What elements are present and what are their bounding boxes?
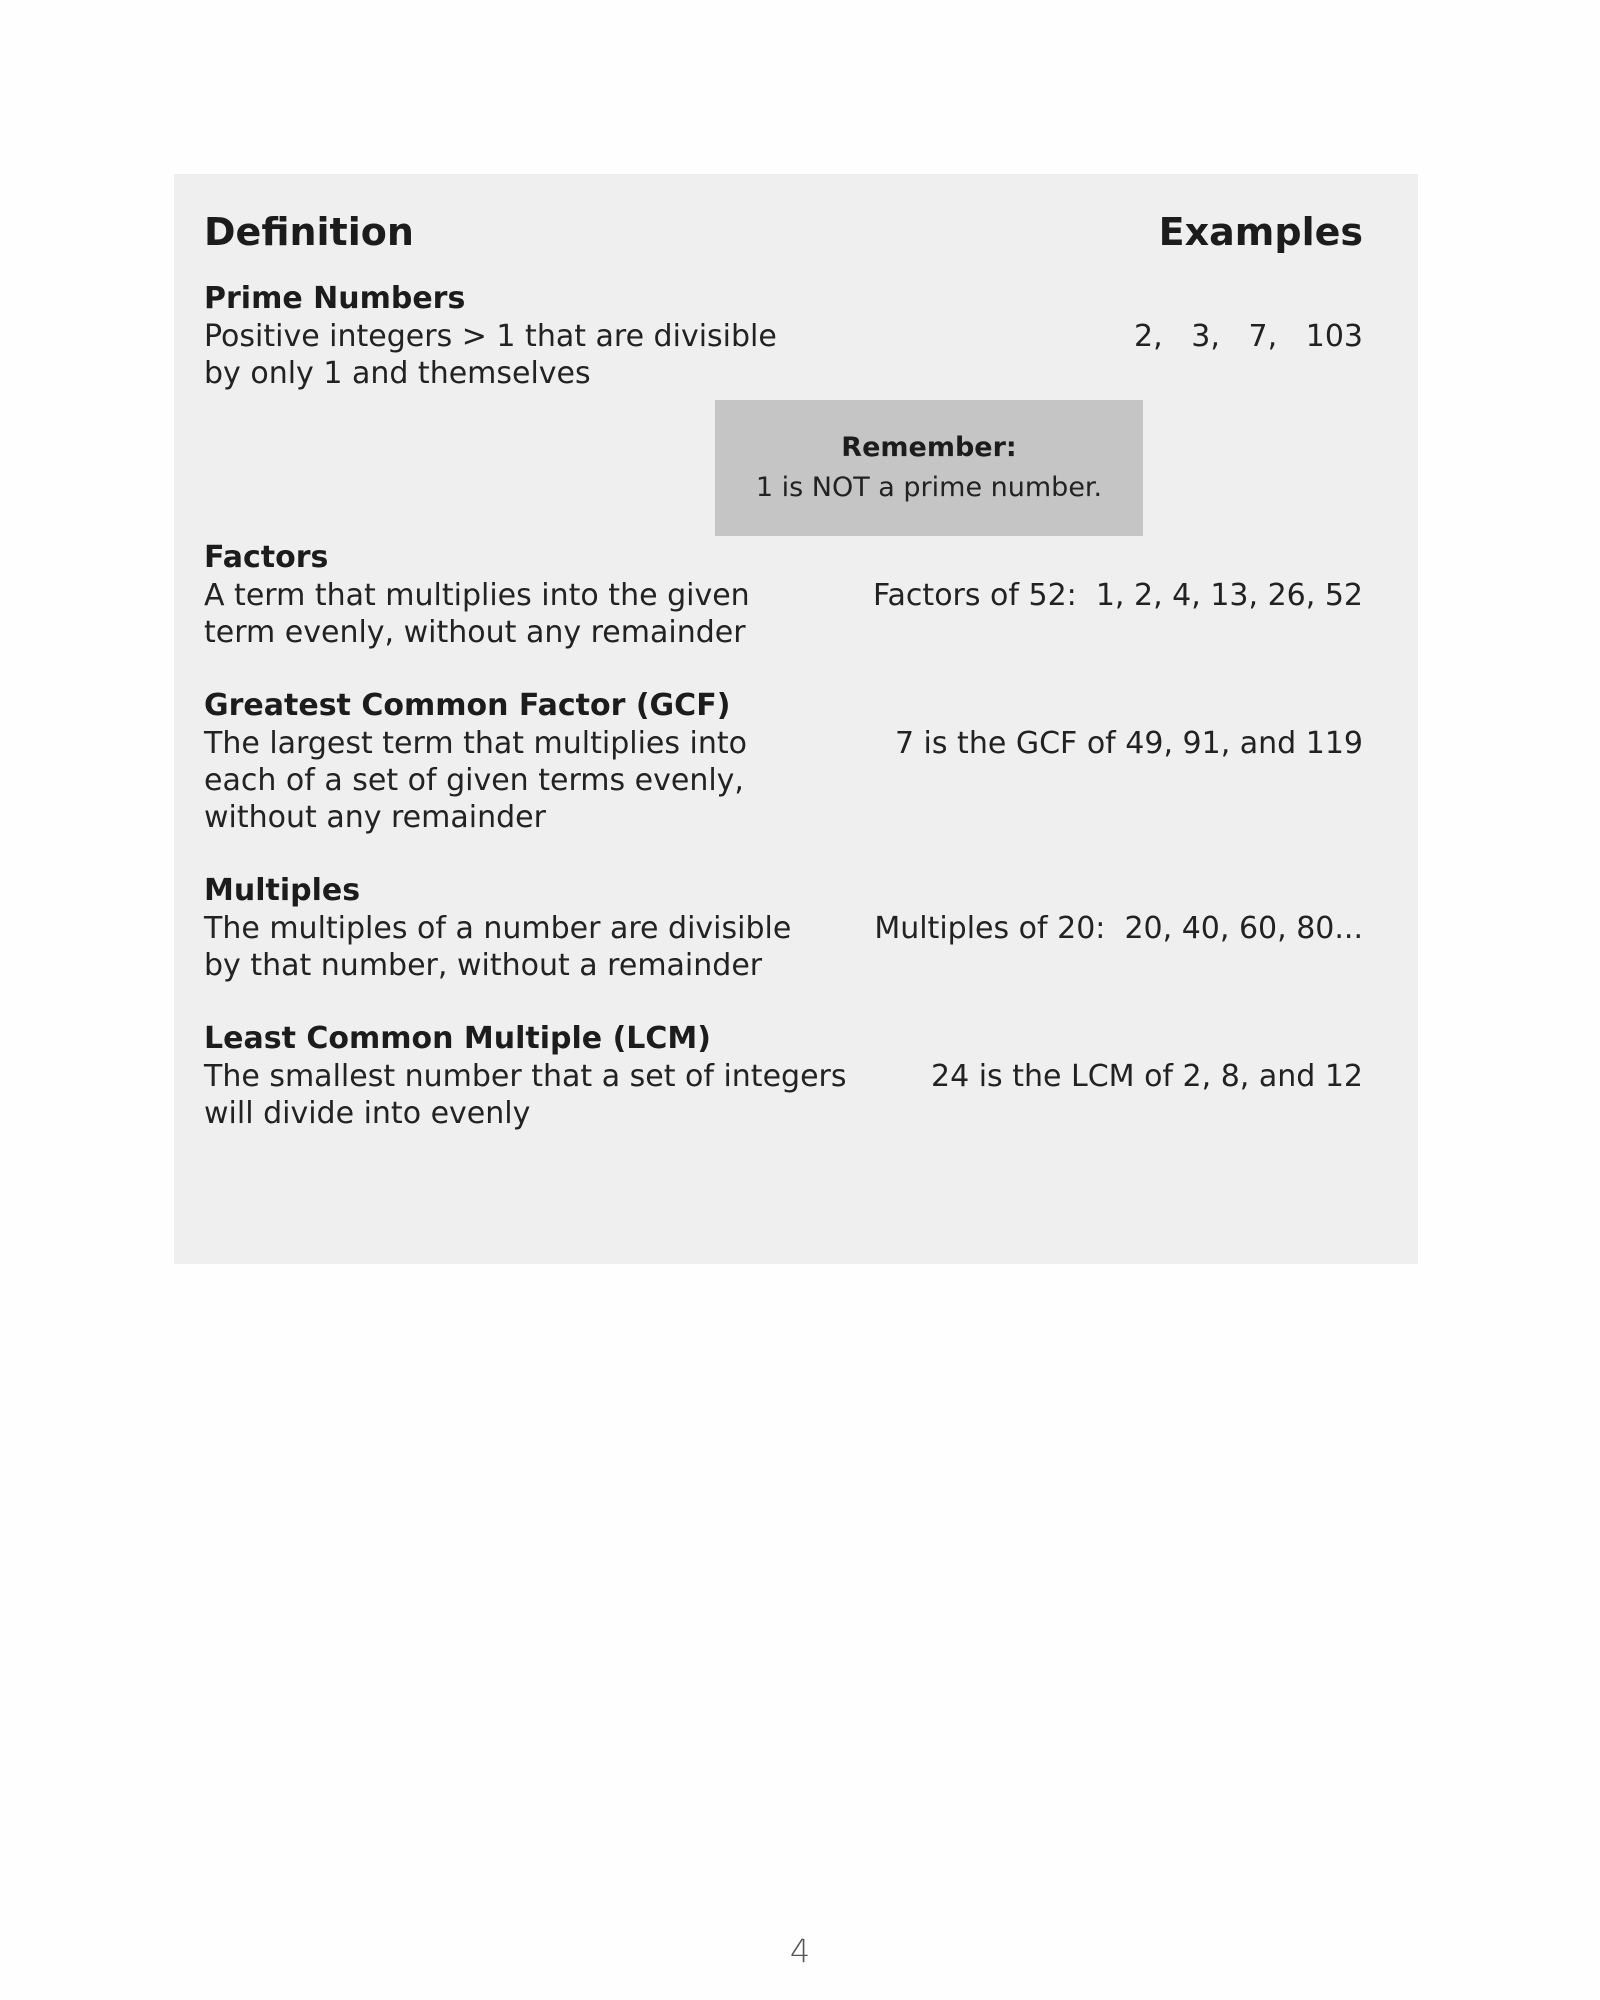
term-title: Multiples	[204, 873, 361, 908]
remember-callout	[715, 400, 1143, 536]
callout-text: 1 is NOT a prime number.	[755, 472, 1103, 503]
term-definition: Positive integers > 1 that are divisible by only 1 and themselves	[204, 319, 777, 391]
term-prime-numbers	[204, 280, 924, 392]
term-lcm	[204, 1020, 924, 1132]
term-title: Prime Numbers	[204, 281, 466, 316]
term-title: Least Common Multiple (LCM)	[204, 1021, 711, 1056]
term-gcf	[204, 687, 924, 836]
term-definition: The largest term that multiplies into each of a set of given terms evenly, without any remainder	[204, 726, 748, 835]
term-title: Greatest Common Factor (GCF)	[204, 688, 731, 723]
callout-title: Remember:	[841, 432, 1017, 463]
page-number: 4	[789, 1932, 811, 1970]
term-example-gcf: 7 is the GCF of 49, 91, and 119	[894, 726, 1363, 761]
term-title: Factors	[204, 540, 329, 575]
term-factors	[204, 539, 924, 651]
term-example-multiples: Multiples of 20: 20, 40, 60, 80...	[874, 911, 1363, 946]
term-multiples	[204, 872, 924, 984]
term-example-factors: Factors of 52: 1, 2, 4, 13, 26, 52	[873, 578, 1363, 613]
examples-column-header: Examples	[1158, 210, 1363, 254]
definition-column-header: Definition	[204, 210, 414, 254]
term-example-lcm: 24 is the LCM of 2, 8, and 12	[931, 1059, 1363, 1094]
term-definition: The smallest number that a set of integers will divide into evenly	[204, 1059, 847, 1131]
term-definition: A term that multiplies into the given term evenly, without any remainder	[204, 578, 750, 650]
definitions-panel	[174, 174, 1418, 1264]
term-example-prime-numbers: 2, 3, 7, 103	[1134, 319, 1363, 354]
term-definition: The multiples of a number are divisible by that number, without a remainder	[204, 911, 792, 983]
